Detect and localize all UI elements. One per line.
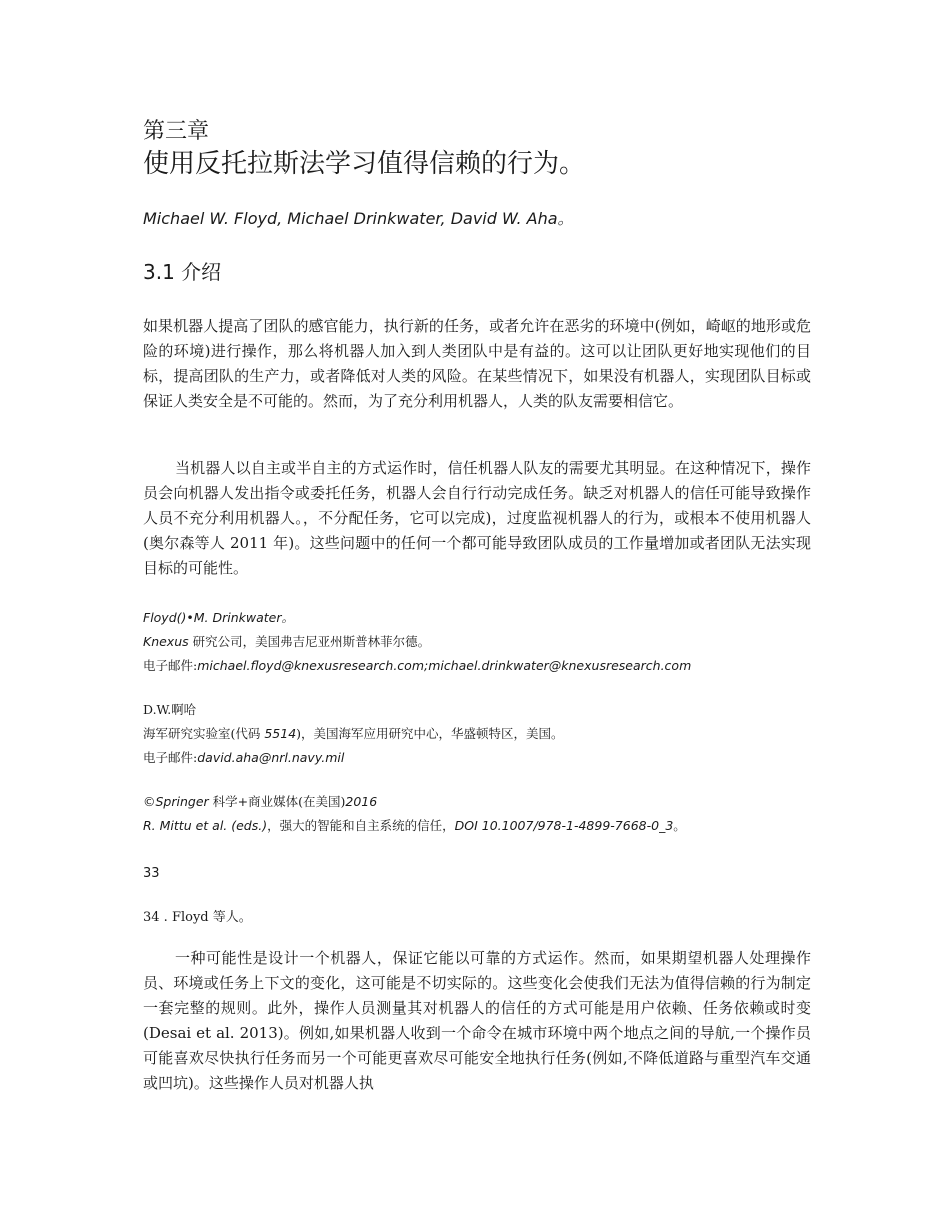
footnote-author-name-2: D.W.啊哈 [143, 702, 197, 717]
email-link[interactable]: michael.floyd@knexusresearch.com;michael.drinkwater@knexusresearch.com [197, 658, 692, 673]
email-label-2: 电子邮件: [143, 750, 198, 765]
citation-doi[interactable]: DOI 10.1007/978-1-4899-7668-0_3 [454, 818, 674, 833]
page-number: 33 [143, 866, 160, 881]
citation-end: 。 [673, 818, 686, 833]
body-paragraph-3: 一种可能性是设计一个机器人，保证它能以可靠的方式运作。然而，如果期望机器人处理操作员、环境或任务上下文的变化，这可能是不切实际的。这些变化会使我们无法为值得信赖的行为制定一套完整的规则。此外，操作人员测量其对机器人的信任的方式可能是用户依赖、任务依赖或时变(Desai et al. 2013)。例如,如果机器人收到一个命令在城市环境中两个地点之间的导航,一个操作员可能喜欢尽快执行任务而另一个可能更喜欢尽可能安全地执行任务(例如,不降低道路与重型汽车交通或凹坑)。这些操作人员对机器人执 [143, 949, 811, 1092]
affiliation-text-b: )，美国海军应用研究中心，华盛顿特区，美国。 [296, 726, 564, 741]
email-label: 电子邮件: [143, 658, 198, 673]
copyright-publisher: ©Springer [143, 794, 209, 809]
copyright-year: 2016 [345, 794, 378, 809]
author-footnotes [143, 606, 811, 838]
copyright-text: 科学+商业媒体(在美国) [208, 794, 346, 809]
chapter-label: 第三章 [143, 119, 210, 144]
running-head: 34 . Floyd 等人。 [143, 910, 252, 925]
footnote-affiliation-2 [143, 722, 811, 746]
section-heading: 3.1 介绍 [143, 260, 222, 284]
affiliation-code: 5514 [264, 726, 297, 741]
email-link-2[interactable]: david.aha@nrl.navy.mil [197, 750, 345, 765]
body-paragraph-2: 当机器人以自主或半自主的方式运作时，信任机器人队友的需要尤其明显。在这种情况下，操作员会向机器人发出指令或委托任务，机器人会自行行动完成任务。缺乏对机器人的信任可能导致操作人员不充分利用机器人。，不分配任务，它可以完成)，过度监视机器人的行为，或根本不使用机器人(奥尔森等人 2011 年)。这些问题中的任何一个都可能导致团队成员的工作量增加或者团队无法实现目标的可能性。 [143, 459, 811, 577]
footnote-email-2 [143, 746, 811, 770]
body-paragraph-1: 如果机器人提高了团队的感官能力，执行新的任务，或者允许在恶劣的环境中(例如，崎岖的地形或危险的环境)进行操作，那么将机器人加入到人类团队中是有益的。这可以让团队更好地实现他们的目标，提高团队的生产力，或者降低对人类的风险。在某些情况下，如果没有机器人，实现团队目标或保证人类安全是不可能的。然而，为了充分利用机器人，人类的队友需要相信它。 [143, 317, 811, 410]
affiliation-text: 研究公司，美国弗吉尼亚州斯普林菲尔德。 [188, 634, 431, 649]
affiliation-text-a: 海军研究实验室(代码 [143, 726, 265, 741]
copyright-line [143, 790, 811, 814]
affiliation-org: Knexus [143, 634, 189, 649]
footnote-affiliation [143, 630, 811, 654]
author-list: Michael W. Floyd, Michael Drinkwater, David W. Aha。 [143, 209, 574, 228]
chapter-title: 使用反托拉斯法学习值得信赖的行为。 [143, 149, 586, 179]
footnote-author-name: Floyd()•M. Drinkwater。 [143, 610, 295, 625]
footnote-email [143, 654, 811, 678]
citation-title: ，强大的智能和自主系统的信任， [267, 818, 455, 833]
citation-line [143, 814, 811, 838]
citation-editors: R. Mittu et al. (eds.) [143, 818, 268, 833]
